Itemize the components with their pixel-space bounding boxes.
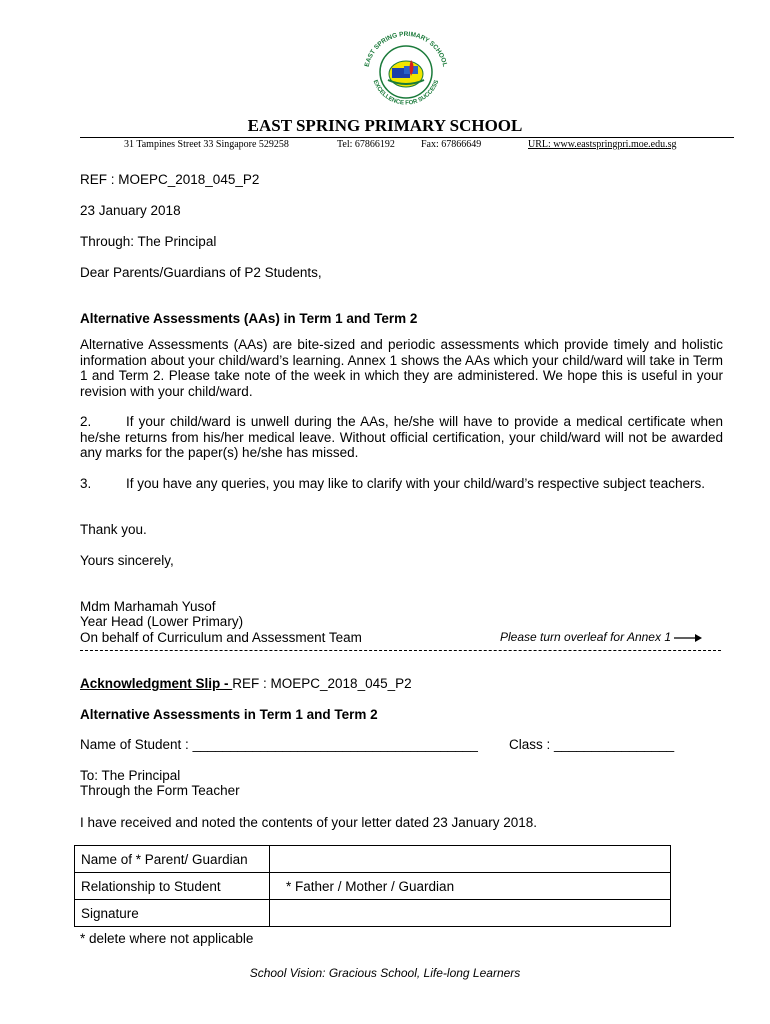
student-name-label: Name of Student : (80, 737, 193, 752)
slip-to: To: The Principal (80, 768, 181, 783)
signer-team: On behalf of Curriculum and Assessment Team (80, 630, 362, 645)
letter-thanks: Thank you. (80, 522, 147, 537)
signature-field[interactable] (270, 900, 671, 927)
parent-name-field[interactable] (270, 846, 671, 873)
acknowledgment-table (74, 845, 671, 927)
school-fax: Fax: 67866649 (421, 139, 482, 150)
overleaf-note (500, 630, 702, 644)
slip-heading-line (80, 676, 723, 692)
paragraph-3-number: 3. (80, 476, 92, 491)
arrow-right-icon (674, 633, 702, 643)
relationship-label: Relationship to Student (75, 873, 270, 900)
letter-salutation: Dear Parents/Guardians of P2 Students, (80, 265, 322, 280)
slip-statement: I have received and noted the contents of your letter dated 23 January 2018. (80, 815, 538, 830)
slip-heading: Acknowledgment Slip - (80, 676, 233, 691)
school-name: EAST SPRING PRIMARY SCHOOL (247, 116, 523, 135)
relationship-field[interactable]: * Father / Mother / Guardian (270, 873, 671, 900)
table-row (75, 900, 671, 927)
school-tel: Tel: 67866192 (337, 139, 395, 150)
letter-closing: Yours sincerely, (80, 553, 174, 568)
tear-off-line (80, 650, 721, 651)
logo-motto: EXCELLENCE FOR SUCCESS (371, 79, 441, 107)
slip-title: Alternative Assessments in Term 1 and Term 2 (80, 707, 378, 722)
paragraph-3-text: If you have any queries, you may like to clarify with your child/ward’s respective subject teachers. (126, 476, 706, 491)
class-field[interactable]: ________________ (554, 737, 675, 752)
slip-ref: REF : MOEPC_2018_045_P2 (232, 676, 412, 691)
parent-name-label: Name of * Parent/ Guardian (75, 846, 270, 873)
signer-title: Year Head (Lower Primary) (80, 614, 244, 629)
school-url[interactable]: URL: www.eastspringpri.moe.edu.sg (528, 139, 677, 150)
slip-footnote: * delete where not applicable (80, 931, 254, 946)
class-line (509, 737, 709, 753)
logo-ring-text: EAST SPRING PRIMARY SCHOOL (363, 30, 449, 68)
school-logo (356, 30, 456, 110)
class-label: Class : (509, 737, 555, 752)
signer-name: Mdm Marhamah Yusof (80, 599, 216, 614)
table-row (75, 846, 671, 873)
signature-label: Signature (75, 900, 270, 927)
paragraph-2-text: If your child/ward is unwell during the AAs, he/she will have to provide a medical certificate when he/she returns from his/her medical leave. Without official certification, your child/ward will not be awarded any marks for the paper(s) he/she has missed. (80, 414, 723, 461)
letter-paragraph-1: Alternative Assessments (AAs) are bite-sized and periodic assessments which provide timely and holistic information about your child/ward’s learning. Annex 1 shows the AAs which your child/ward will take in Term 1 and Term 2. Please take note of the week in which they are administered. We hope this is useful in your revision with your child/ward. (80, 337, 723, 399)
letter-paragraph-3 (80, 476, 723, 492)
letter-date: 23 January 2018 (80, 203, 181, 218)
letter-subject: Alternative Assessments (AAs) in Term 1 and Term 2 (80, 311, 418, 326)
letter-through: Through: The Principal (80, 234, 217, 249)
school-vision: School Vision: Gracious School, Life-long Learners (249, 966, 521, 980)
school-address: 31 Tampines Street 33 Singapore 529258 (124, 139, 289, 150)
header-rule (80, 137, 734, 138)
table-row (75, 873, 671, 900)
paragraph-2-number: 2. (80, 414, 92, 429)
letter-paragraph-2 (80, 414, 723, 461)
student-name-field[interactable]: ______________________________________ (192, 737, 478, 752)
letter-ref: REF : MOEPC_2018_045_P2 (80, 172, 260, 187)
slip-via: Through the Form Teacher (80, 783, 240, 798)
overleaf-note-text: Please turn overleaf for Annex 1 (500, 630, 671, 644)
